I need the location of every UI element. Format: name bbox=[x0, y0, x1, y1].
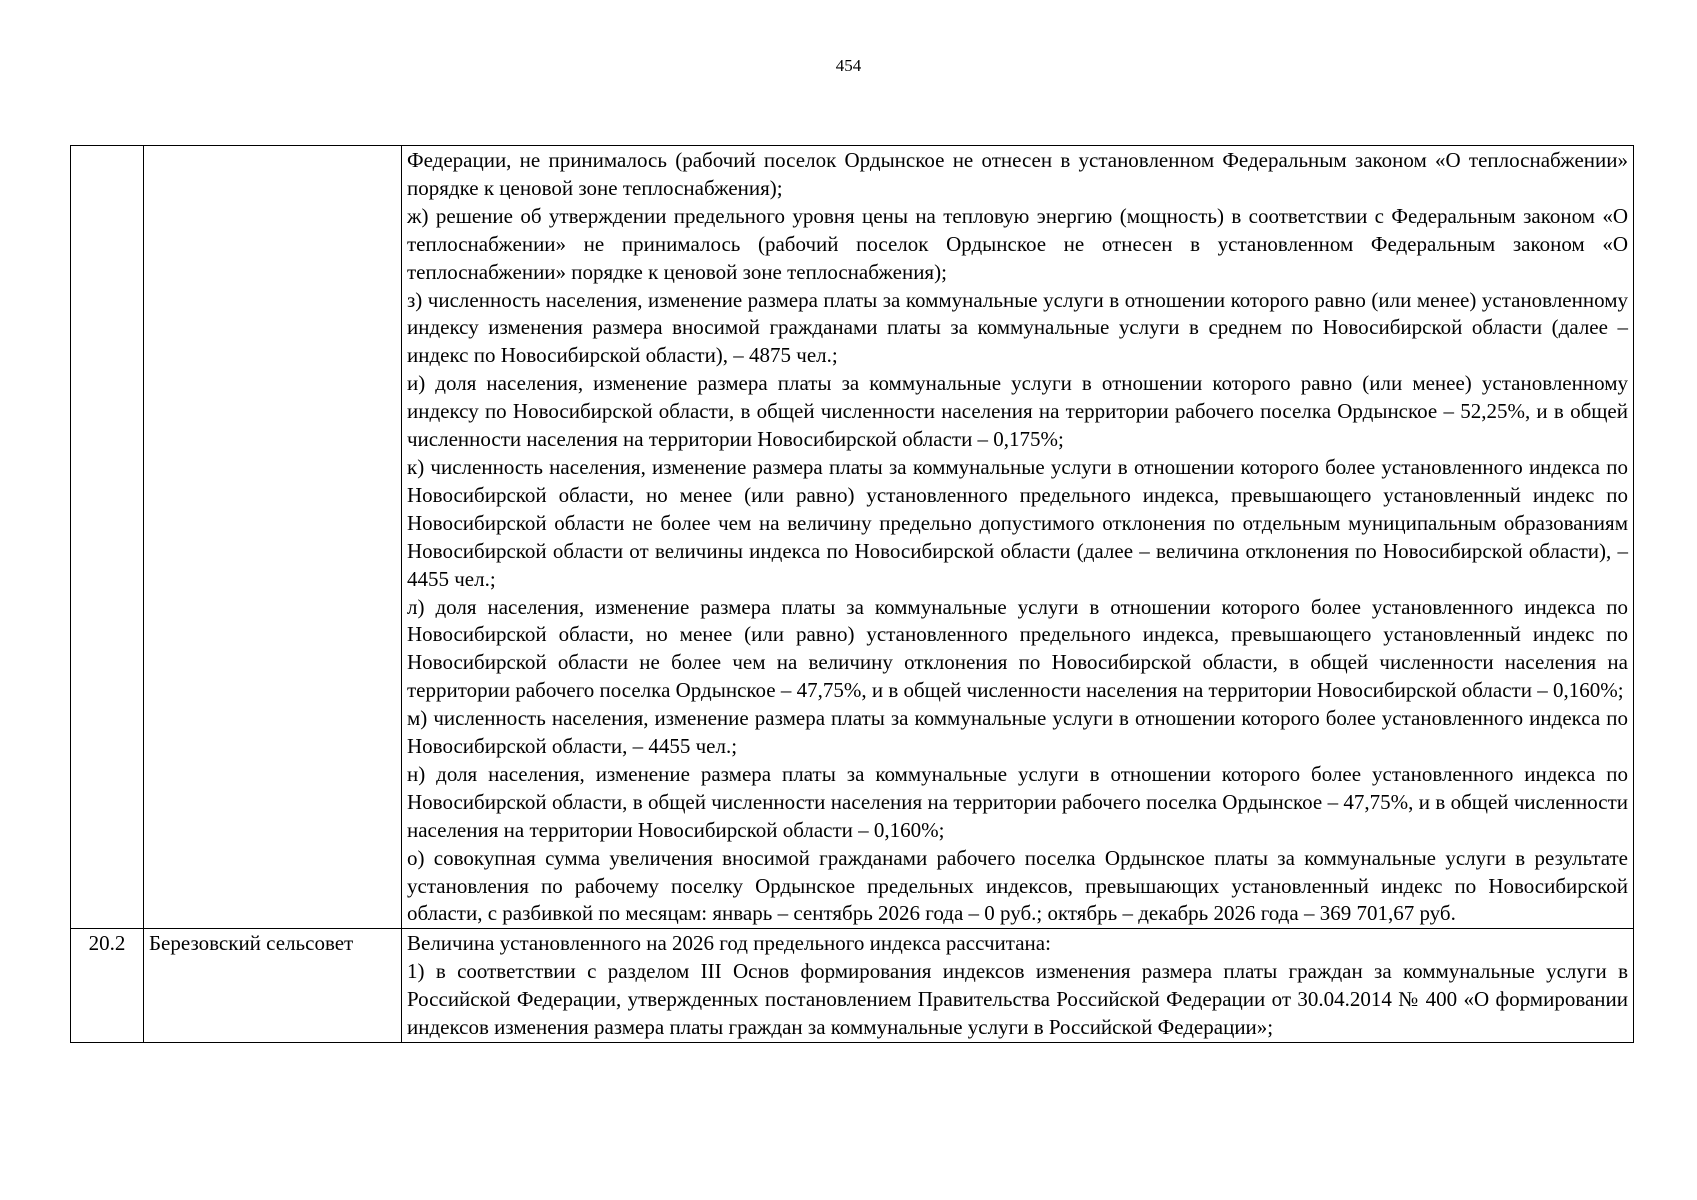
paragraph: ж) решение об утверждении предельного уровня цены на тепловую энергию (мощность) в соответствии с Федеральным законом «О теплоснабжении» не принималось (рабочий поселок Ордынское не отнесен в установленном Федеральным законом «О теплоснабжении» порядке к ценовой зоне теплоснабжения); bbox=[407, 203, 1628, 284]
paragraph: о) совокупная сумма увеличения вносимой гражданами рабочего поселка Ордынское платы за коммунальные услуги в результате установления по рабочему поселку Ордынское предельных индексов, превышающих установленный индекс по Новосибирской области, с разбивкой по месяцам: январь – сентябрь 2026 года – 0 руб.; октябрь – декабрь 2026 года – 369 701,67 руб. bbox=[407, 845, 1628, 926]
row-number-cell bbox=[71, 146, 144, 929]
paragraph: Федерации, не принималось (рабочий поселок Ордынское не отнесен в установленном Федеральным законом «О теплоснабжении» порядке к ценовой зоне теплоснабжения); bbox=[407, 148, 1628, 200]
paragraph: м) численность населения, изменение размера платы за коммунальные услуги в отношении которого более установленного индекса по Новосибирской области, – 4455 чел.; bbox=[407, 706, 1628, 759]
municipality-name-cell: Березовский сельсовет bbox=[144, 929, 402, 1043]
table-row bbox=[71, 146, 1634, 929]
description-cell bbox=[402, 929, 1634, 1043]
paragraph: Величина установленного на 2026 год предельного индекса рассчитана: bbox=[407, 931, 1051, 956]
paragraph: л) доля населения, изменение размера платы за коммунальные услуги в отношении которого более установленного индекса по Новосибирской области, но менее (или равно) установленного предельного индекса, превышающего установленный индекс по Новосибирской области не более чем на величину отклонения по Новосибирской области, в общей численности населения на территории рабочего поселка Ордынское – 47,75%, и в общей численности населения на территории Новосибирской области – 0,160%; bbox=[407, 594, 1628, 703]
paragraph: з) численность населения, изменение размера платы за коммунальные услуги в отношении которого равно (или менее) установленному индексу изменения размера вносимой гражданами платы за коммунальные услуги в среднем по Новосибирской области (далее – индекс по Новосибирской области), – 4875 чел.; bbox=[407, 287, 1628, 368]
page-number: 454 bbox=[835, 56, 862, 75]
municipality-name-cell bbox=[144, 146, 402, 929]
description-cell bbox=[402, 146, 1634, 929]
paragraph: и) доля населения, изменение размера платы за коммунальные услуги в отношении которого равно (или менее) установленному индексу по Новосибирской области, в общей численности населения на территории рабочего поселка Ордынское – 52,25%, и в общей численности населения на территории Новосибирской области – 0,175%; bbox=[407, 371, 1628, 452]
paragraph: н) доля населения, изменение размера платы за коммунальные услуги в отношении которого более установленного индекса по Новосибирской области, в общей численности населения на территории рабочего поселка Ордынское – 47,75%, и в общей численности населения на территории Новосибирской области – 0,160%; bbox=[407, 761, 1628, 842]
document-table bbox=[70, 145, 1634, 1043]
row-number-cell: 20.2 bbox=[71, 929, 144, 1043]
table-row bbox=[71, 929, 1634, 1043]
paragraph: 1) в соответствии с разделом III Основ формирования индексов изменения размера платы граждан за коммунальные услуги в Российской Федерации, утвержденных постановлением Правительства Российской Федерации от 30.04.2014 № 400 «О формировании индексов изменения размера платы граждан за коммунальные услуги в Российской Федерации»; bbox=[407, 959, 1628, 1040]
paragraph: к) численность населения, изменение размера платы за коммунальные услуги в отношении которого более установленного индекса по Новосибирской области, но менее (или равно) установленного предельного индекса, превышающего установленный индекс по Новосибирской области не более чем на величину предельно допустимого отклонения по отдельным муниципальным образованиям Новосибирской области от величины индекса по Новосибирской области (далее – величина отклонения по Новосибирской области), – 4455 чел.; bbox=[407, 454, 1628, 591]
